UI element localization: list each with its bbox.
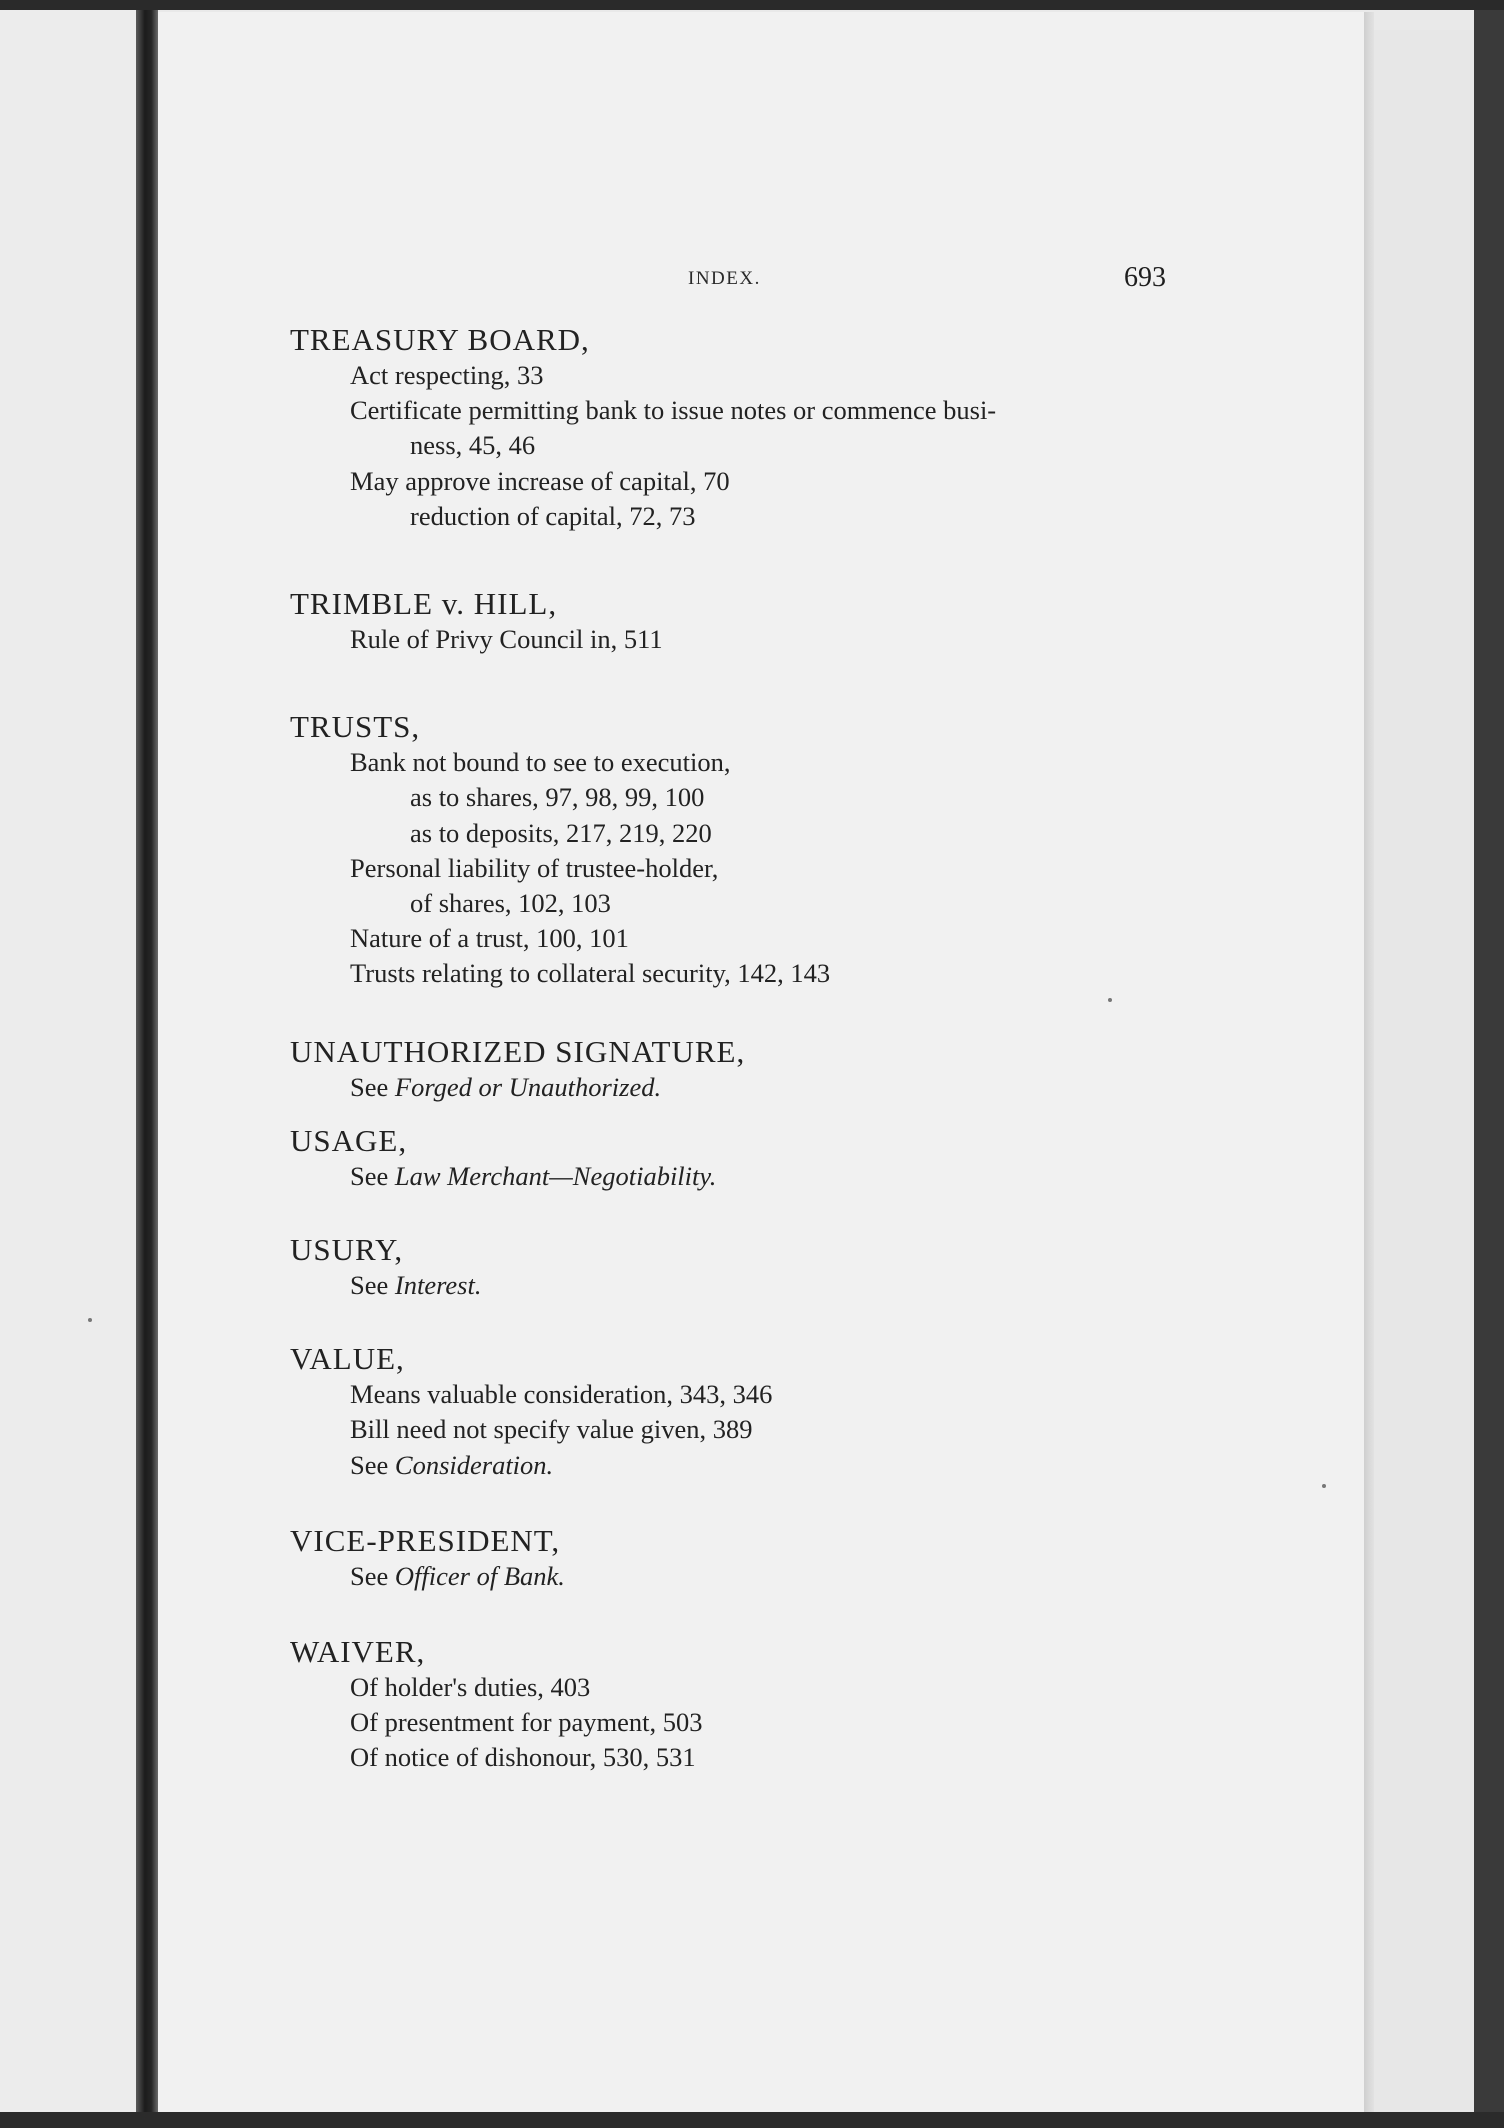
entry-line: Of holder's duties, 403 bbox=[350, 1672, 591, 1703]
page-edge bbox=[1364, 12, 1374, 2112]
cross-reference: Consideration. bbox=[394, 1449, 554, 1480]
entry-line: May approve increase of capital, 70 bbox=[350, 465, 730, 496]
entry-heading: VICE-PRESIDENT, bbox=[290, 1522, 561, 1558]
entry-subline: reduction of capital, 72, 73 bbox=[410, 500, 696, 531]
see-reference-line bbox=[290, 1559, 1190, 1594]
facing-page-left bbox=[0, 10, 136, 2112]
entry-heading: VALUE, bbox=[290, 1341, 405, 1377]
entry-heading: USAGE, bbox=[290, 1122, 408, 1158]
see-label: See bbox=[350, 1560, 395, 1591]
entry-line: Certificate permitting bank to issue notes or commence busi- bbox=[350, 395, 997, 426]
page-number: 693 bbox=[1124, 262, 1166, 293]
see-reference-line bbox=[290, 1448, 1190, 1483]
scan-top-edge bbox=[0, 0, 1504, 10]
entry-line: Personal liability of trustee-holder, bbox=[350, 852, 719, 883]
see-reference-line bbox=[290, 1268, 1190, 1303]
index-entry bbox=[290, 322, 1190, 534]
entry-line: Of presentment for payment, 503 bbox=[350, 1707, 703, 1738]
entry-heading: TRUSTS, bbox=[290, 709, 421, 745]
entry-heading: UNAUTHORIZED SIGNATURE, bbox=[290, 1033, 746, 1069]
index-entry bbox=[290, 1034, 1190, 1105]
entry-line: Nature of a trust, 100, 101 bbox=[350, 923, 629, 954]
index-entry bbox=[290, 1341, 1190, 1483]
index-entry bbox=[290, 586, 1190, 657]
see-label: See bbox=[350, 1270, 395, 1301]
page-stack-edge bbox=[1374, 30, 1474, 2112]
see-label: See bbox=[350, 1449, 395, 1480]
index-entries bbox=[290, 322, 1190, 1776]
entry-subline: of shares, 102, 103 bbox=[410, 888, 611, 919]
cross-reference: Law Merchant—Negotiability. bbox=[394, 1160, 717, 1191]
entry-heading: TRIMBLE v. HILL, bbox=[290, 586, 558, 622]
entry-line: Trusts relating to collateral security, 142, 143 bbox=[350, 958, 831, 989]
entry-line: Of notice of dishonour, 530, 531 bbox=[350, 1742, 696, 1773]
entry-heading: WAIVER, bbox=[290, 1634, 426, 1670]
cross-reference: Interest. bbox=[394, 1270, 482, 1301]
entry-heading: TREASURY BOARD, bbox=[290, 322, 590, 357]
dust-speck bbox=[88, 1318, 92, 1322]
see-label: See bbox=[350, 1071, 395, 1102]
dust-speck bbox=[1322, 1484, 1326, 1488]
index-entry bbox=[290, 1634, 1190, 1776]
index-entry bbox=[290, 1523, 1190, 1594]
cross-reference: Forged or Unauthorized. bbox=[394, 1071, 662, 1102]
entry-line: Act respecting, 33 bbox=[350, 360, 544, 390]
see-reference-line bbox=[290, 1070, 1190, 1105]
see-label: See bbox=[350, 1160, 395, 1191]
book-gutter bbox=[136, 10, 158, 2112]
entry-line: Rule of Privy Council in, 511 bbox=[350, 624, 663, 655]
index-entry bbox=[290, 1232, 1190, 1303]
scan-bottom-edge bbox=[0, 2112, 1504, 2128]
entry-subline: as to shares, 97, 98, 99, 100 bbox=[410, 782, 705, 813]
cross-reference: Officer of Bank. bbox=[394, 1560, 565, 1591]
entry-line: Means valuable consideration, 343, 346 bbox=[350, 1379, 773, 1410]
index-entry bbox=[290, 709, 1190, 991]
entry-line: Bill need not specify value given, 389 bbox=[350, 1414, 753, 1445]
entry-heading: USURY, bbox=[290, 1232, 404, 1268]
entry-subline: as to deposits, 217, 219, 220 bbox=[410, 817, 712, 848]
entry-line: Bank not bound to see to execution, bbox=[350, 747, 731, 778]
entry-line-continuation: ness, 45, 46 bbox=[410, 430, 536, 461]
scan-right-edge bbox=[1474, 10, 1504, 2112]
see-reference-line bbox=[290, 1159, 1190, 1194]
running-header: INDEX. bbox=[688, 268, 761, 289]
index-entry bbox=[290, 1123, 1190, 1194]
